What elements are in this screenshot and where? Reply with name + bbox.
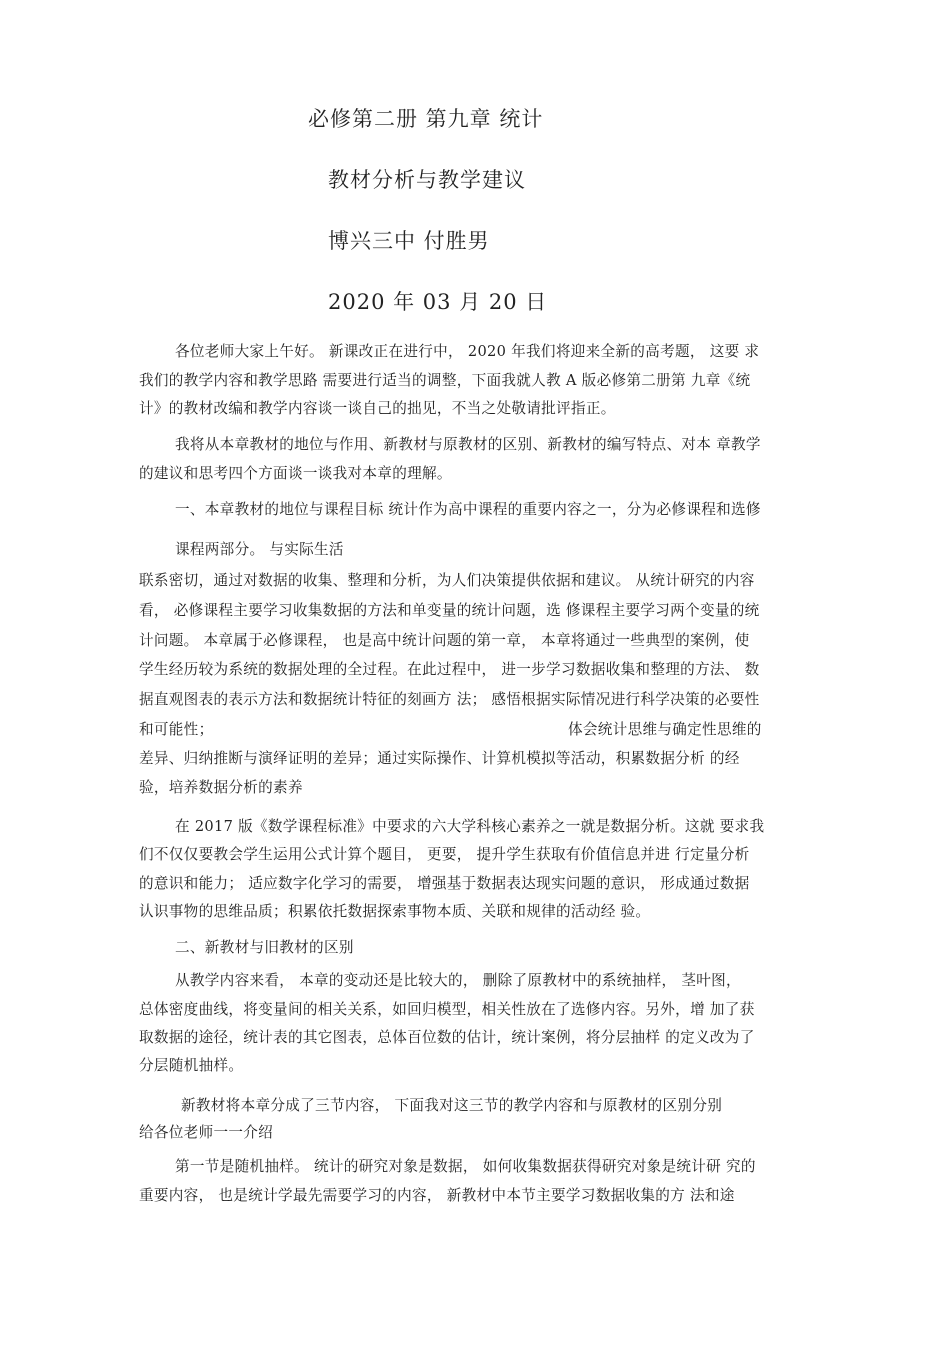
doc-author: 博兴三中 付胜男 [328, 229, 490, 253]
doc-title: 必修第二册 第九章 统计 [308, 107, 544, 131]
text-line: 差异、归纳推断与演绎证明的差异；通过实际操作、计算机模拟等活动，积累数据分析 的经 [139, 750, 740, 767]
text-line: 的建议和思考四个方面谈一谈我对本章的理解。 [139, 465, 452, 482]
text-line: 据直观图表的表示方法和数据统计特征的刻画方 法； 感悟根据实际情况进行科学决策的必要性 [139, 691, 760, 708]
text-line: 在 2017 版《数学课程标准》中要求的六大学科核心素养之一就是数据分析。这就 要求我 [175, 818, 765, 835]
text-line: 学生经历较为系统的数据处理的全过程。在此过程中， 进一步学习数据收集和整理的方法、 数 [139, 661, 760, 678]
text-line: 的意识和能力； 适应数字化学习的需要， 增强基于数据表达现实问题的意识， 形成通过数据 [139, 875, 750, 892]
text-line: 计问题。 本章属于必修课程， 也是高中统计问题的第一章， 本章将通过一些典型的案例，使 [139, 632, 750, 649]
text-line: 课程两部分。 与实际生活 [175, 541, 344, 558]
doc-date: 2020 年 03 月 20 日 [328, 290, 548, 314]
text-line: 一、本章教材的地位与课程目标 统计作为高中课程的重要内容之一，分为必修课程和选修 [175, 501, 761, 518]
text-line: 新教材将本章分成了三节内容， 下面我对这三节的教学内容和与原教材的区别分别 [181, 1097, 723, 1114]
text-line: 看， 必修课程主要学习收集数据的方法和单变量的统计问题，选 修课程主要学习两个变量的统 [139, 602, 760, 619]
text-line: 和可能性； [139, 721, 214, 738]
text-line: 们不仅仅要教会学生运用公式计算个题目， 更要， 提升学生获取有价值信息并进 行定量分析 [139, 846, 750, 863]
text-line: 给各位老师一一介绍 [139, 1124, 274, 1141]
text-line: 各位老师大家上午好。 新课改正在进行中， 2020 年我们将迎来全新的高考题， 这要 求 [175, 343, 760, 360]
text-line: 总体密度曲线，将变量间的相关关系，如回归模型，相关性放在了选修内容。另外，增 加了获 [139, 1001, 755, 1018]
section-heading-2: 二、新教材与旧教材的区别 [175, 939, 354, 956]
text-line: 我将从本章教材的地位与作用、新教材与原教材的区别、新教材的编写特点、对本 章教学 [175, 436, 761, 453]
text-line: 第一节是随机抽样。 统计的研究对象是数据， 如何收集数据获得研究对象是统计研 究的 [175, 1158, 756, 1175]
text-line: 计》的教材改编和教学内容谈一谈自己的拙见，不当之处敬请批评指正。 [139, 400, 616, 417]
text-line: 从教学内容来看， 本章的变动还是比较大的， 删除了原教材中的系统抽样， 茎叶图， [175, 972, 741, 989]
text-line: 取数据的途径，统计表的其它图表，总体百位数的估计，统计案例，将分层抽样 的定义改为了 [139, 1029, 755, 1046]
text-line: 认识事物的思维品质；积累依托数据探索事物本质、关联和规律的活动经 验。 [139, 903, 651, 920]
text-line: 我们的教学内容和教学思路 需要进行适当的调整，下面我就人教 A 版必修第二册第 九章《统 [139, 372, 751, 389]
text-line: 联系密切，通过对数据的收集、整理和分析，为人们决策提供依据和建议。 从统计研究的内容 [139, 572, 755, 589]
text-line: 验，培养数据分析的素养 [139, 779, 303, 796]
text-line: 重要内容， 也是统计学最先需要学习的内容， 新教材中本节主要学习数据收集的方 法和途 [139, 1187, 735, 1204]
text-line: 分层随机抽样。 [139, 1057, 244, 1074]
text-line: 体会统计思维与确定性思维的 [568, 721, 762, 738]
doc-subtitle: 教材分析与教学建议 [328, 168, 526, 192]
